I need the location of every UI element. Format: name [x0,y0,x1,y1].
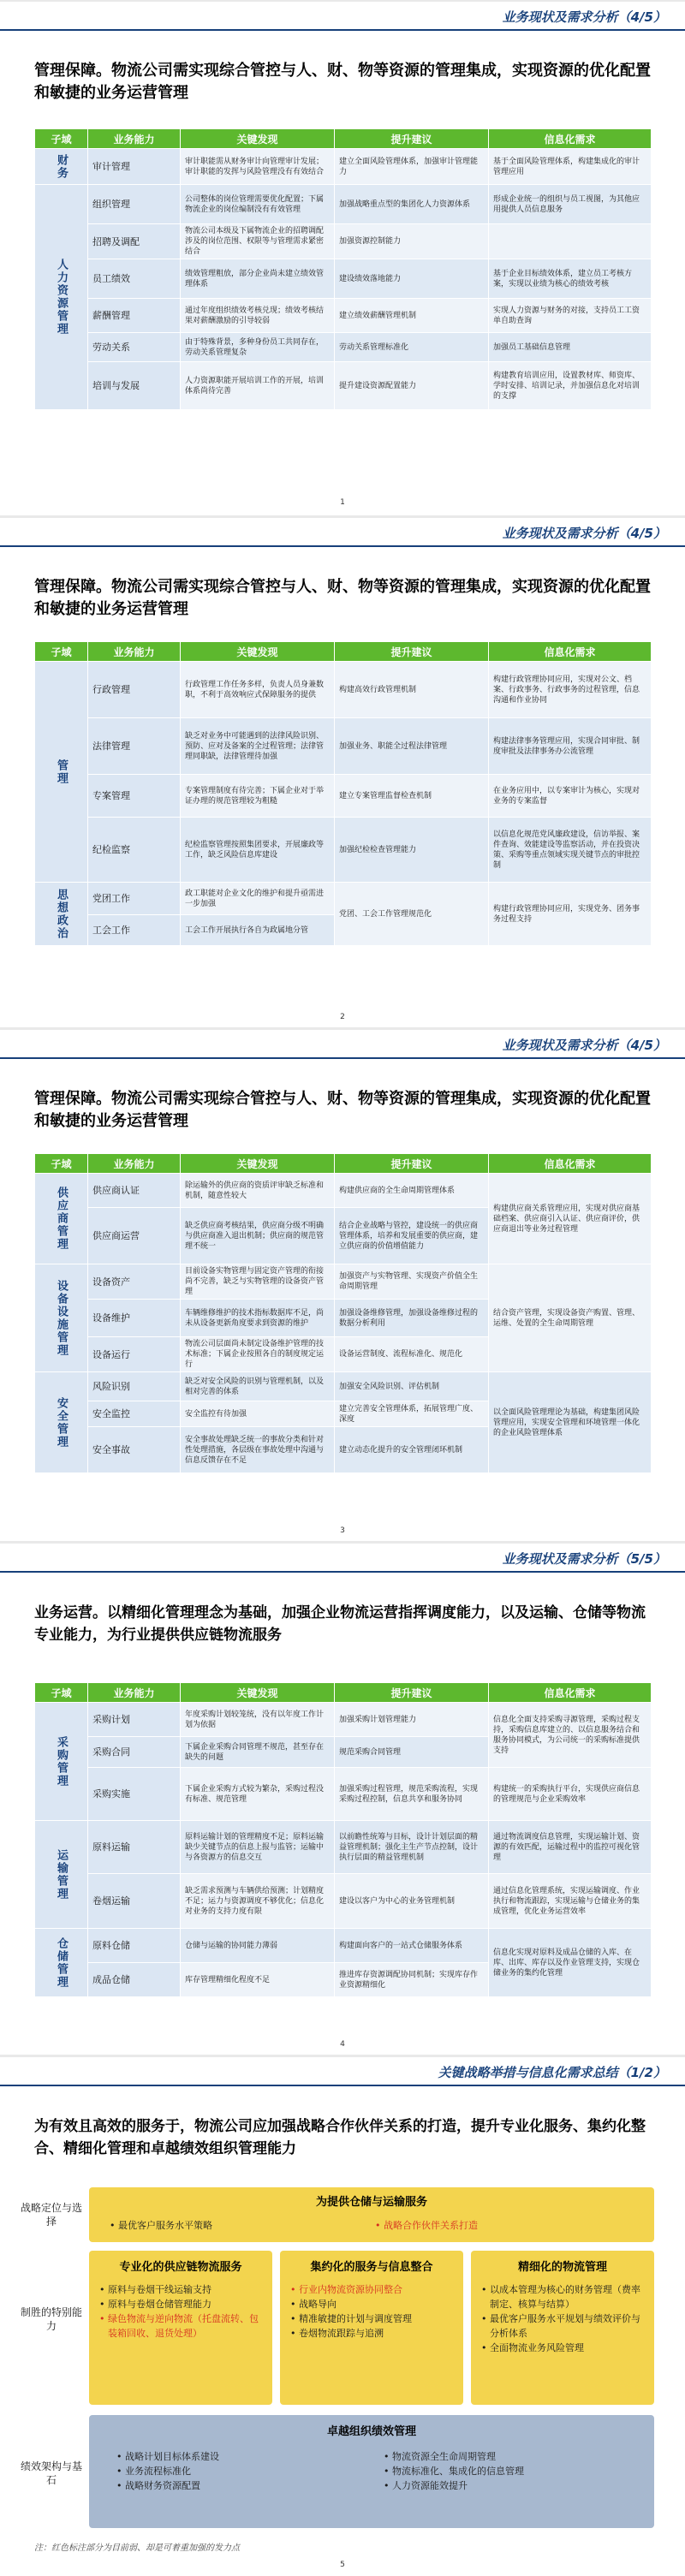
finding-cell: 车辆维修维护的技术指标数据库不足，尚未从设备更新角度要求到资源的维护 [181,1300,335,1337]
performance-item: • 物流资源全生命周期管理 [384,2451,496,2462]
capability-cell: 专案管理 [88,775,181,818]
it-need-cell: 以全面风险管理理论为基础，构建集团风险管理应用，实现安全管理和环境管理一体化的企业风险管理体系 [489,1372,652,1473]
suggestion-cell: 加强采购计划管理能力 [335,1703,489,1737]
it-need-cell: 构建教育培训应用，设置教材库、师资库、学时安排、培训记录，并加强信息化对培训的支撑 [489,362,652,410]
col-header: 提升建议 [335,642,489,662]
col-header: 信息化需求 [489,1683,652,1703]
slide-title: 业务运营。以精细化管理理念为基础，加强企业物流运营指挥调度能力，以及运输、仓储等物流专业能力，为行业提供供应链物流服务 [34,1604,646,1644]
finding-cell: 工会工作开展执行各自为政属地分管 [181,915,335,946]
table-row [35,1821,652,1874]
slide-title: 管理保障。物流公司需实现综合管控与人、财、物等资源的管理集成，实现资源的优化配置和敏捷的业务运营管理 [34,1090,651,1130]
col-header: 信息化需求 [489,642,652,662]
suggestion-cell: 加强采购过程管理，规范采购流程，实现采购过程控制，信息共享和服务协同 [335,1768,489,1821]
strategy-item: • 最优客户服务水平策略 [110,2220,212,2231]
table-row [35,1929,652,1963]
header-rule [0,1057,685,1059]
slide-title: 管理保障。物流公司需实现综合管控与人、财、物等资源的管理集成，实现资源的优化配置和敏捷的业务运营管理 [34,578,651,618]
finding-cell: 缺乏需求预测与车辆供给预测；计划精度不足；运力与资源调度不够优化；信息化对业务的支持力度有限 [181,1874,335,1929]
capability-table [34,128,652,410]
slide-5 [0,2057,685,2576]
col-header: 关键发现 [181,129,335,149]
suggestion-cell: 推进库存资源调配协同机制；实现库存作业资源精细化 [335,1963,489,1997]
slide-header [0,518,685,542]
domain-cell: 运输管理 [35,1821,88,1929]
table-row [35,333,652,362]
col-header: 提升建议 [335,129,489,149]
table-row [35,1874,652,1929]
table-row [35,299,652,333]
suggestion-cell: 建立完善安全管理体系，拓展管理广度、深度 [335,1401,489,1427]
finding-cell: 物流公司本级及下属物流企业的招聘调配涉及的岗位范围、权限等与管理需求紧密结合 [181,224,335,259]
col-header: 信息化需求 [489,1154,652,1174]
capability-cell: 劳动关系 [88,333,181,362]
table-row [35,718,652,775]
table-row [35,259,652,299]
capability-table [34,1153,652,1473]
capability-item-text: 行业内物流资源协同整合 [299,2284,402,2295]
capability-cell: 成品仓储 [88,1963,181,1997]
capability-item: • 以成本管理为核心的财务管理（费率制定、核算与结算） [481,2284,640,2310]
performance-item-text: 物流资源全生命周期管理 [392,2451,496,2462]
finding-cell: 通过年度组织绩效考核兑现；绩效考核结果对薪酬激励的引导较弱 [181,299,335,333]
finding-cell: 行政管理工作任务多样，负责人员身兼数职，不利于高效响应式保障服务的提供 [181,662,335,718]
performance-item-text: 战略计划目标体系建设 [125,2451,219,2462]
domain-cell: 人力资源管理 [35,185,88,410]
performance-item-text: 战略财务资源配置 [125,2480,200,2491]
slide-4 [0,1544,685,2055]
domain-cell: 供应商管理 [35,1174,88,1264]
capability-cell: 纪检监察 [88,818,181,883]
finding-cell: 下属企业采购方式较为繁杂，采购过程没有标准、规范管理 [181,1768,335,1821]
col-header: 业务能力 [88,1154,181,1174]
capability-cell: 党团工作 [88,883,181,915]
suggestion-cell: 建立全面风险管理体系，加强审计管理能力 [335,149,489,185]
suggestion-cell: 设备运营制度、流程标准化、规范化 [335,1337,489,1372]
slide-title: 管理保障。物流公司需实现综合管控与人、财、物等资源的管理集成，实现资源的优化配置和敏捷的业务运营管理 [34,62,651,102]
domain-cell: 思想政治 [35,883,88,946]
it-need-cell: 基于企业目标绩效体系，建立员工考核方案，实现以业绩为核心的绩效考核 [489,259,652,299]
finding-cell: 绩效管理粗放，部分企业尚未建立绩效管理体系 [181,259,335,299]
finding-cell: 安全监控有待加强 [181,1401,335,1427]
header-rule [0,2085,685,2086]
performance-item-text: 物流标准化、集成化的信息管理 [392,2466,524,2477]
finding-cell: 目前设备实物管理与固定资产管理的衔接尚不完善，缺乏与实物管理的设备资产管理 [181,1264,335,1300]
strategy-item: • 战略合作伙伴关系打造 [375,2220,478,2231]
it-need-cell: 信息化实现对原料及成品仓储的入库、在库、出库、库存以及作业管理支持，实现仓储业务的集约化管理 [489,1929,652,1997]
section-title: 业务现状及需求分析（4/5） [502,1038,666,1053]
performance-box [89,2415,654,2528]
finding-cell: 库存管理精细化程度不足 [181,1963,335,1997]
suggestion-cell: 加强纪检检查管理能力 [335,818,489,883]
capability-cell: 薪酬管理 [88,299,181,333]
capability-cell: 采购实施 [88,1768,181,1821]
table-row [35,149,652,185]
finding-cell: 由于特殊背景，多种身份员工共同存在，劳动关系管理复杂 [181,333,335,362]
header-rule [0,1571,685,1573]
capability-item-text: 绿色物流与逆向物流（托盘流转、包装箱回收、退货处理） [108,2313,259,2339]
slide-header [0,2057,685,2081]
performance-item: • 物流标准化、集成化的信息管理 [384,2466,524,2477]
it-need-cell: 构建行政管理协同应用，实现对公文、档案、行政事务、行政事务的过程管理，信息沟通和作业协同 [489,662,652,718]
finding-cell: 物流公司层面尚未制定设备维护管理的技术标准；下属企业按照各自的制度规定运行 [181,1337,335,1372]
suggestion-cell: 加强资产与实物管理、实现资产价值全生命周期管理 [335,1264,489,1300]
capability-item-text: 精准敏捷的计划与调度管理 [299,2313,412,2324]
capability-cell: 原料仓储 [88,1929,181,1963]
it-need-cell: 基于全面风险管理体系，构建集成化的审计管理应用 [489,149,652,185]
finding-cell: 公司整体的岗位管理需要优化配置；下属物流企业的岗位编制没有有效管理 [181,185,335,224]
suggestion-cell: 加强安全风险识别、评估机制 [335,1372,489,1401]
col-header: 提升建议 [335,1154,489,1174]
table-row [35,662,652,718]
capability-cell: 采购合同 [88,1737,181,1768]
capability-cell: 采购计划 [88,1703,181,1737]
capability-cell: 原料运输 [88,1821,181,1874]
col-header: 业务能力 [88,642,181,662]
capability-item-text: 全面物流业务风险管理 [490,2342,584,2353]
suggestion-cell: 党团、工会工作管理规范化 [335,883,489,946]
header-rule [0,29,685,31]
col-header: 关键发现 [181,642,335,662]
page-number: 2 [340,1013,345,1021]
performance-item-text: 业务流程标准化 [125,2466,191,2477]
suggestion-cell: 加强资源控制能力 [335,224,489,259]
capability-item-text: 卷烟物流跟踪与追溯 [299,2328,384,2339]
capability-cell: 供应商认证 [88,1174,181,1208]
slide-2 [0,518,685,1027]
capability-cell: 法律管理 [88,718,181,775]
capability-cell: 风险识别 [88,1372,181,1401]
strategy-item-text: 战略合作伙伴关系打造 [384,2220,478,2231]
it-need-cell [489,224,652,259]
slide-title: 为有效且高效的服务于，物流公司应加强战略合作伙伴关系的打造，提升专业化服务、集约化整合、精细化管理和卓越绩效组织管理能力 [34,2118,646,2157]
performance-item: • 业务流程标准化 [116,2466,191,2477]
capability-cell: 招聘及调配 [88,224,181,259]
finding-cell: 原料运输计划的管理精度不足；原料运输缺少关键节点的信息上报与监管；运输中与各资源方的信息交互 [181,1821,335,1874]
table-row [35,883,652,915]
it-need-cell: 通过物流调度信息管理，实现运输计划、资源的有效匹配，运输过程中的监控可视化管理 [489,1821,652,1874]
suggestion-cell: 构建高效行政管理机制 [335,662,489,718]
capability-item-text: 战略导向 [299,2299,337,2310]
table-row [35,1703,652,1737]
domain-cell: 采购管理 [35,1703,88,1821]
finding-cell: 政工职能对企业文化的维护和提升亟需进一步加强 [181,883,335,915]
col-header: 子域 [35,129,88,149]
col-header: 关键发现 [181,1154,335,1174]
slide-header [0,1544,685,1568]
footnote: 注：红色标注部分为目前弱、却是可着重加强的发力点 [34,2543,240,2553]
it-need-cell: 以信息化规范党风廉政建设，信访举报、案件查询、效能建设等监察活动，并在投资决策、采购等重点领域实现关键节点的审批控制 [489,818,652,883]
table-row [35,818,652,883]
table-row [35,1372,652,1401]
finding-cell: 专案管理制度有待完善；下属企业对于举证办理的规范管理较为粗糙 [181,775,335,818]
table-header-row [35,1683,652,1703]
capability-item-text: 最优客户服务水平规划与绩效评价与分析体系 [490,2313,640,2339]
strategy-box [89,2187,654,2242]
page-number: 1 [340,498,345,507]
slide-header [0,2,685,26]
finding-cell: 缺乏对安全风险的识别与管理机制，以及相对完善的体系 [181,1372,335,1401]
capability-table [34,1682,652,1997]
suggestion-cell: 建设绩效落地能力 [335,259,489,299]
table-header-row [35,129,652,149]
capability-item: • 原料与卷烟仓储管理能力 [99,2299,211,2310]
suggestion-cell: 加强战略重点型的集团化人力资源体系 [335,185,489,224]
capability-box-2 [280,2251,463,2405]
capability-item: • 绿色物流与逆向物流（托盘流转、包装箱回收、退货处理） [99,2313,259,2339]
capability-table [34,641,652,946]
section-title: 业务现状及需求分析（4/5） [502,526,666,541]
capability-cell: 设备维护 [88,1300,181,1337]
capability-item: • 行业内物流资源协同整合 [290,2284,402,2295]
finding-cell: 安全事故处理缺乏统一的事故分类和针对性处理措施，各层级在事故处理中沟通与信息反馈存在不足 [181,1427,335,1473]
finding-cell: 缺乏对业务中可能遇到的法律风险识别、预防、应对及备案的全过程管理；法律管理同职缺，法律管理待加强 [181,718,335,775]
capability-cell: 供应商运营 [88,1208,181,1264]
finding-cell: 缺乏供应商考核结果，供应商分级不明确与供应商准入退出机制；供应商的规范管理不统一 [181,1208,335,1264]
table-row [35,362,652,410]
it-need-cell: 在业务应用中，以专案审计为核心，实现对业务的专案监督 [489,775,652,818]
suggestion-cell: 构建面向客户的一站式仓储服务体系 [335,1929,489,1963]
finding-cell: 下属企业采购合同管理不规范，甚至存在缺失的问题 [181,1737,335,1768]
slide-1 [0,2,685,515]
capability-item: • 卷烟物流跟踪与追溯 [290,2328,384,2339]
header-rule [0,545,685,547]
suggestion-cell: 加强设备维修管理，加强设备维修过程的数据分析利用 [335,1300,489,1337]
section-title: 业务现状及需求分析（4/5） [502,9,666,25]
strategy-title: 为提供仓储与运输服务 [315,2196,427,2209]
suggestion-cell: 规范采购合同管理 [335,1737,489,1768]
capability-box-3 [471,2251,654,2405]
it-need-cell: 构建统一的采购执行平台，实现供应商信息的管理规范与企业采购效率 [489,1768,652,1821]
finding-cell: 纪检监察管理按照集团要求，开展廉政等工作，缺乏风险信息库建设 [181,818,335,883]
capability-cell: 安全事故 [88,1427,181,1473]
capability-item-text: 原料与卷烟仓储管理能力 [108,2299,211,2310]
suggestion-cell: 劳动关系管理标准化 [335,333,489,362]
col-header: 信息化需求 [489,129,652,149]
capability-box-1 [89,2251,272,2405]
suggestion-cell: 结合企业战略与管控，建设统一的供应商管理体系，培养和发展重要的供应商，建立供应商的价值增值能力 [335,1208,489,1264]
col-header: 子域 [35,1154,88,1174]
table-row [35,775,652,818]
capability-item: • 战略导向 [290,2299,337,2310]
col-header: 业务能力 [88,1683,181,1703]
finding-cell: 审计职能需从财务审计向管理审计发展；审计职能的发挥与风险管理没有有效结合 [181,149,335,185]
it-need-cell: 实现人力资源与财务的对接，支持员工工资单自助查询 [489,299,652,333]
section-title: 关键战略举措与信息化需求总结（1/2） [438,2065,666,2080]
col-header: 子域 [35,642,88,662]
performance-item: • 战略财务资源配置 [116,2480,200,2491]
finding-cell: 年度采购计划较笼统，没有以年度工作计划为依据 [181,1703,335,1737]
row-label-capabilities: 制胜的特别能力 [21,2306,83,2332]
domain-cell: 安全管理 [35,1372,88,1473]
capability-item: • 最优客户服务水平规划与绩效评价与分析体系 [481,2313,640,2339]
page-number: 5 [340,2561,345,2569]
capability-box-title: 集约化的服务与信息整合 [310,2261,433,2274]
finding-cell: 人力资源职能开展培训工作的开展，培训体系尚待完善 [181,362,335,410]
strategy-item-text: 最优客户服务水平策略 [118,2220,212,2231]
performance-title: 卓越组织绩效管理 [326,2425,416,2438]
finding-cell: 仓储与运输的协同能力薄弱 [181,1929,335,1963]
capability-item: • 全面物流业务风险管理 [481,2342,584,2353]
col-header: 子域 [35,1683,88,1703]
finding-cell: 除运输外的供应商的资质评审缺乏标准和机制，随意性较大 [181,1174,335,1208]
capability-cell: 培训与发展 [88,362,181,410]
table-row [35,185,652,224]
row-label-performance: 绩效架构与基石 [21,2460,83,2486]
performance-item-text: 人力资源能效提升 [392,2480,468,2491]
capability-cell: 安全监控 [88,1401,181,1427]
suggestion-cell: 提升建设资源配置能力 [335,362,489,410]
capability-item-text: 原料与卷烟干线运输支持 [108,2284,211,2295]
capability-cell: 组织管理 [88,185,181,224]
it-need-cell: 信息化全面支持采购寻源管理，采购过程支持，采购信息库建立的、以信息服务结合和服务协同模式，为公司统一的采购标准提供支持 [489,1703,652,1768]
capability-box-title: 精细化的物流管理 [517,2261,607,2274]
table-row [35,1264,652,1300]
capability-box-title: 专业化的供应链物流服务 [119,2261,242,2274]
slide-header [0,1030,685,1054]
suggestion-cell: 构建供应商的全生命周期管理体系 [335,1174,489,1208]
capability-item: • 原料与卷烟干线运输支持 [99,2284,211,2295]
table-row [35,1768,652,1821]
capability-item: • 精准敏捷的计划与调度管理 [290,2313,412,2324]
col-header: 业务能力 [88,129,181,149]
suggestion-cell: 以前瞻性统筹与目标，设计计划层面的精益管理机制；强化主生产节点控制，设计执行层面的精益管理机制 [335,1821,489,1874]
slide-3 [0,1030,685,1541]
capability-cell: 行政管理 [88,662,181,718]
performance-item: • 人力资源能效提升 [384,2480,468,2491]
suggestion-cell: 建立动态化提升的安全管理闭环机制 [335,1427,489,1473]
it-need-cell: 加强员工基础信息管理 [489,333,652,362]
capability-item-text: 以成本管理为核心的财务管理（费率制定、核算与结算） [490,2284,640,2310]
it-need-cell: 构建行政管理协同应用，实现党务、团务事务过程支持 [489,883,652,946]
domain-cell: 设备设施管理 [35,1264,88,1372]
page-number: 4 [340,2040,345,2049]
performance-item: • 战略计划目标体系建设 [116,2451,219,2462]
it-need-cell: 结合资产管理，实现设备资产购置、管理、运维、处置的全生命周期管理 [489,1264,652,1372]
capability-cell: 审计管理 [88,149,181,185]
capability-cell: 设备资产 [88,1264,181,1300]
col-header: 提升建议 [335,1683,489,1703]
capability-cell: 工会工作 [88,915,181,946]
it-need-cell: 形成企业统一的组织与员工视图，为其他应用提供人员信息服务 [489,185,652,224]
suggestion-cell: 加强业务、职能全过程法律管理 [335,718,489,775]
table-header-row [35,642,652,662]
capability-cell: 卷烟运输 [88,1874,181,1929]
suggestion-cell: 建设以客户为中心的业务管理机制 [335,1874,489,1929]
page-number: 3 [340,1526,345,1535]
domain-cell: 仓储管理 [35,1929,88,1997]
col-header: 关键发现 [181,1683,335,1703]
it-need-cell: 构建供应商关系管理应用，实现对供应商基础档案、供应商引入认证、供应商评价，供应商退出等业务过程管理 [489,1174,652,1264]
it-need-cell: 通过信息化管理系统，实现运输调度、作业执行和物流跟踪，实现运输与仓储业务的集成管理，优化业务运营效率 [489,1874,652,1929]
domain-cell: 财务 [35,149,88,185]
table-header-row [35,1154,652,1174]
suggestion-cell: 建立绩效薪酬管理机制 [335,299,489,333]
it-need-cell: 构建法律事务管理应用，实现合同审批、制度审批及法律事务办公流管理 [489,718,652,775]
domain-cell: 管理 [35,662,88,883]
table-row [35,224,652,259]
capability-cell: 设备运行 [88,1337,181,1372]
suggestion-cell: 建立专案管理监督检查机制 [335,775,489,818]
section-title: 业务现状及需求分析（5/5） [502,1551,666,1567]
table-row [35,1174,652,1208]
capability-cell: 员工绩效 [88,259,181,299]
row-label-positioning: 战略定位与选择 [21,2202,83,2228]
